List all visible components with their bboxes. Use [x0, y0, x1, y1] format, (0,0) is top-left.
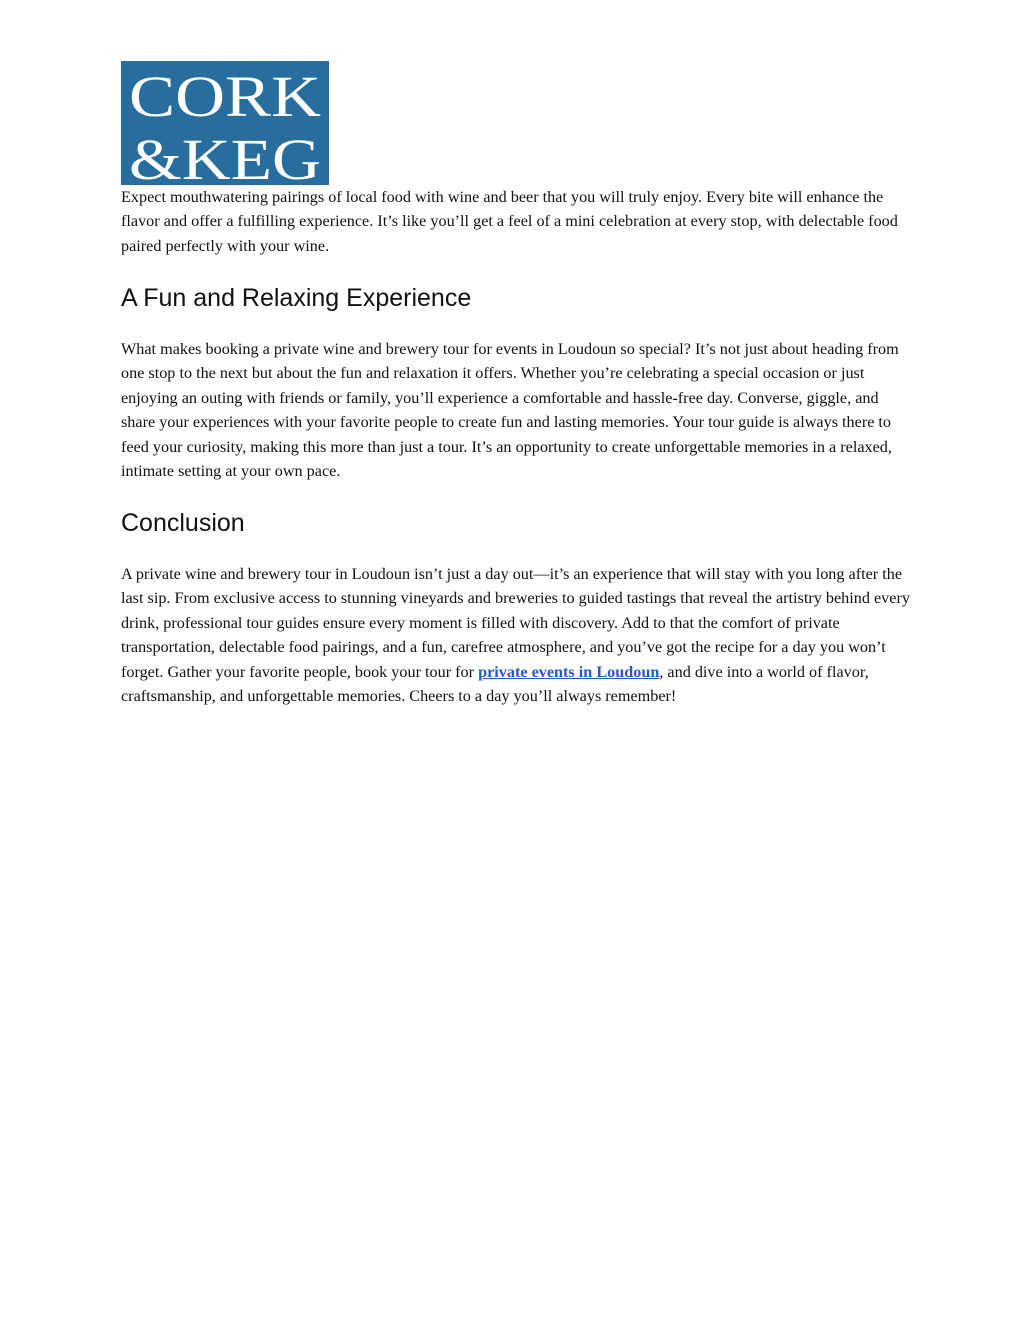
fun-experience-paragraph: What makes booking a private wine and brewery tour for events in Loudoun so special? It’s not just about heading from one stop to the next but about the fun and relaxation it offers. Whether you’re celebrating a special occasion or just enjoying an outing with friends or family, you’ll experience a comfortable and hassle-free day. Converse, giggle, and share your experiences with your favorite people to create fun and lasting memories. Your tour guide is always there to feed your curiosity, making this more than just a tour. It’s an opportunity to create unforgettable memories in a relaxed, intimate setting at your own pace.	[121, 340, 899, 481]
cork-and-keg-logo	[121, 61, 329, 185]
logo-line-2: &KEG	[129, 127, 321, 185]
conclusion-paragraph	[121, 562, 911, 708]
section-heading-fun: A Fun and Relaxing Experience	[121, 284, 472, 312]
section-heading-conclusion: Conclusion	[121, 509, 245, 537]
intro-paragraph: Expect mouthwatering pairings of local food with wine and beer that you will truly enjoy. Every bite will enhance the flavor and offer a fulfilling experience. It’s like you’ll get a feel of a mini celebration at every stop, with delectable food paired perfectly with your wine.	[121, 188, 898, 255]
conclusion-text-before-link: A private wine and brewery tour in Loudoun isn’t just a day out—it’s an experience that will stay with you long after the last sip. From exclusive access to stunning vineyards and breweries to guided tastings that reveal the artistry behind every drink, professional tour guides ensure every moment is filled with discovery. Add to that the comfort of private transportation, delectable food pairings, and a fun, carefree atmosphere, and you’ve got the recipe for a day you won’t forget. Gather your favorite people, book your tour for	[121, 565, 910, 681]
conclusion-text-after-link: , and dive into a world of flavor, craftsmanship, and unforgettable memories. Cheers to a day you’ll always remember!	[121, 662, 869, 706]
private-events-link[interactable]: private events in Loudoun	[478, 662, 660, 681]
logo-line-1: CORK	[129, 64, 322, 129]
logo-wordmark	[121, 61, 329, 185]
